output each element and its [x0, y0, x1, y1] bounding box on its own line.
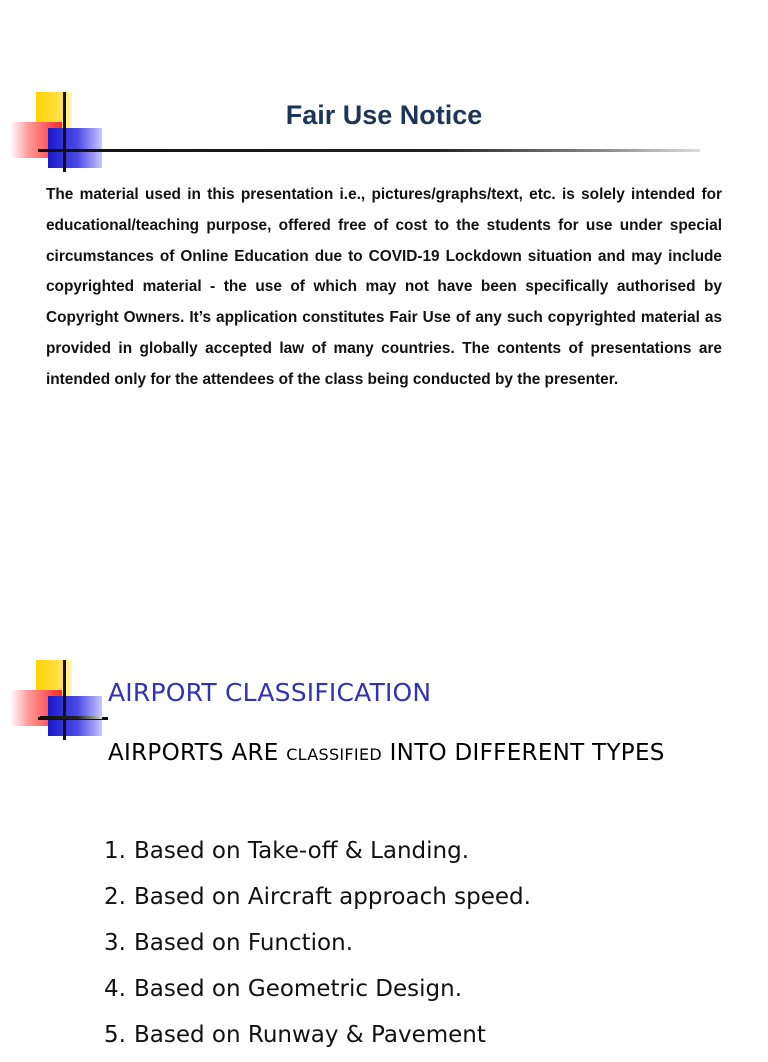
classification-list [104, 832, 531, 1062]
list-number: 1. [104, 838, 126, 864]
blue-square [48, 128, 102, 168]
title-underline [40, 716, 102, 719]
list-number: 5. [104, 1022, 126, 1048]
list-item [104, 970, 531, 1016]
slide-title: Fair Use Notice [285, 100, 483, 130]
list-item-text: Based on Function. [134, 930, 354, 956]
subheading-text: AIRPORTS ARE [108, 740, 287, 766]
list-number: 4. [104, 976, 126, 1002]
subheading-small-caps: CLASSIFIED [286, 745, 382, 764]
list-item-text: Based on Aircraft approach speed. [134, 884, 531, 910]
airport-classification-slide [0, 560, 768, 1048]
list-item [104, 832, 531, 878]
slide-title: AIRPORT CLASSIFICATION [108, 678, 432, 707]
list-item [104, 878, 531, 924]
list-item-text: Based on Take-off & Landing. [134, 838, 470, 864]
vertical-line [63, 660, 66, 740]
slide-logo-decoration [10, 660, 110, 750]
list-item [104, 1016, 531, 1062]
title-underline [38, 149, 700, 152]
subheading-text: INTO DIFFERENT TYPES [381, 740, 665, 766]
slide-subheading [108, 738, 708, 770]
list-number: 2. [104, 884, 126, 910]
list-item [104, 924, 531, 970]
fair-use-paragraph: The material used in this presentation i.e., pictures/graphs/text, etc. is solely intended for educational/teaching purpose, offered free of cost to the students for use under special circumstances of Online Education due to COVID-19 Lockdown situation and may include copyrighted material - the use of which may not have been specifically authorised by Copyright Owners. It’s application constitutes Fair Use of any such copyrighted material as provided in globally accepted law of many countries. The contents of presentations are intended only for the attendees of the class being conducted by the presenter. [46, 186, 722, 388]
list-item-text: Based on Geometric Design. [134, 976, 463, 1002]
list-number: 3. [104, 930, 126, 956]
list-item-text: Based on Runway & Pavement [134, 1022, 486, 1048]
